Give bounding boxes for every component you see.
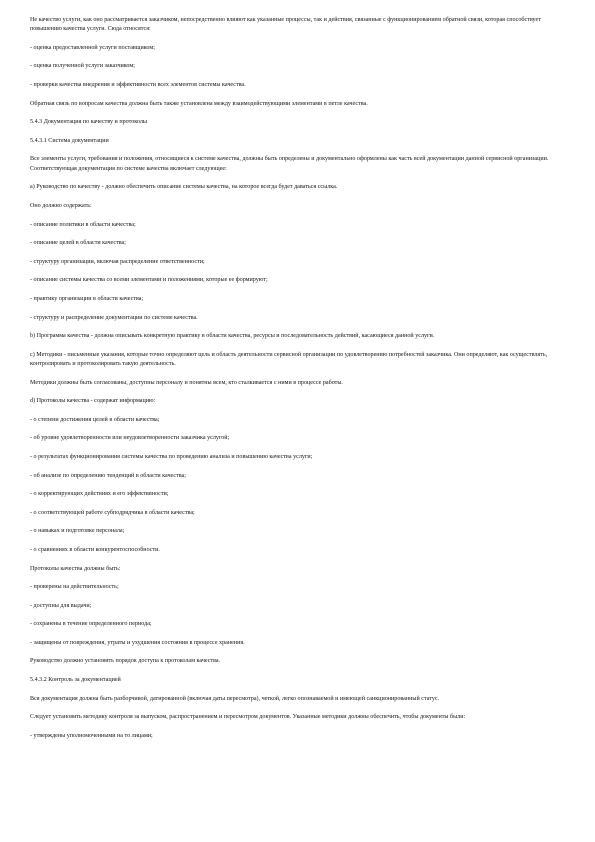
paragraph: а) Руководство по качеству - должно обеспечить описание системы качества, на которое всегда будет даваться ссылка. [30, 184, 338, 191]
paragraph: c) Методики - письменные указания, которые точно определяют цель и область деятельности сервисной организации по удовлетворению потребностей заказчика. Они определяют, как осуществлять, контролировать и протоколировать такую деятельность. [30, 351, 548, 367]
paragraph: - об уровне удовлетворенности или неудовлетворенности заказчика услугой; [30, 435, 230, 442]
paragraph: Методики должны быть согласованы, доступны персоналу и понятны всем, кто сталкивается с ними в процессе работы. [30, 379, 343, 386]
paragraph: Все элементы услуги, требования и положения, относящиеся к системе качества, должны быть определены и документально оформлены как часть всей документации данной сервисной организации. Соответствующая документация по системе качества включает следующее: [30, 156, 549, 172]
paragraph: Руководство должно установить порядок доступа к протоколам качества. [30, 658, 221, 665]
paragraph: Вся документация должна быть разборчивой, датированной (включая даты пересмотра), четкой, легко опознаваемой и имеющей санкционированный статус. [30, 695, 440, 702]
paragraph: - описание целей в области качества; [30, 240, 126, 247]
paragraph: - структуру и распределение документации по системе качества. [30, 314, 198, 321]
paragraph: - о результатах функционирования системы качества по проведению анализа и повышению качества услуги; [30, 453, 313, 460]
paragraph: - доступны для выдачи; [30, 602, 92, 609]
paragraph: Не качество услуги, как оно рассматривается заказчиком, непосредственно влияют как указанные процессы, так и действия, связанные с функционированием обратной связи, которая способствует повышению качества услуги. Сюда относятся: [30, 17, 541, 33]
paragraph: - оценка полученной услуги заказчиком; [30, 63, 135, 70]
paragraph: - описание политики в области качества; [30, 221, 136, 228]
paragraph: Оно должно содержать: [30, 202, 92, 209]
paragraph: Протоколы качества должны быть: [30, 565, 121, 572]
paragraph: - структуру организации, включая распределение ответственности; [30, 258, 205, 265]
paragraph: 5.4.3.1 Система документации [30, 137, 109, 144]
paragraph: - о соответствующей работе субподрядчика в области качества; [30, 509, 195, 516]
paragraph: - защищены от повреждения, утраты и ухудшения состояния в процессе хранения. [30, 639, 245, 646]
paragraph: - о сравнениях в области конкурентоспособности. [30, 546, 160, 553]
document-page [30, 16, 570, 750]
paragraph: b) Программа качества - должна описывать конкретную практику в области качества, ресурсы и последовательность действий, касающиеся данной услуги. [30, 333, 435, 340]
paragraph: - проверены на действительность; [30, 584, 119, 591]
paragraph: 5.4.3.2 Контроль за документацией [30, 677, 121, 684]
paragraph: - об анализе по определению тенденций в области качества; [30, 472, 186, 479]
paragraph: - проверки качества внедрения и эффективности всех элементов системы качества. [30, 82, 246, 89]
paragraph: - о корректирующих действиях и его эффективности; [30, 491, 169, 498]
paragraph: d) Протоколы качества - содержат информацию: [30, 398, 156, 405]
paragraph: - о навыках и подготовке персонала; [30, 528, 125, 535]
paragraph: 5.4.3 Документация по качеству и протоколы [30, 119, 147, 126]
paragraph: - о степени достижения целей в области качества; [30, 416, 160, 423]
paragraph: - утверждены уполномоченными на то лицами; [30, 732, 153, 739]
paragraph: - оценка предоставленной услуги поставщиком; [30, 44, 155, 51]
paragraph: Обратная связь по вопросам качества должна быть также установлена между взаимодействующими элементами в петле качества. [30, 100, 368, 107]
paragraph: Следует установить методику контроля за выпуском, распространением и пересмотром документов. Указанные методики должны обеспечить, чтобы документы были: [30, 714, 466, 721]
paragraph: - практику организации в области качества; [30, 295, 144, 302]
paragraph: - описание системы качества со всеми элементами и положениями, которые ее формируют; [30, 277, 268, 284]
paragraph: - сохранены в течение определенного периода; [30, 621, 152, 628]
